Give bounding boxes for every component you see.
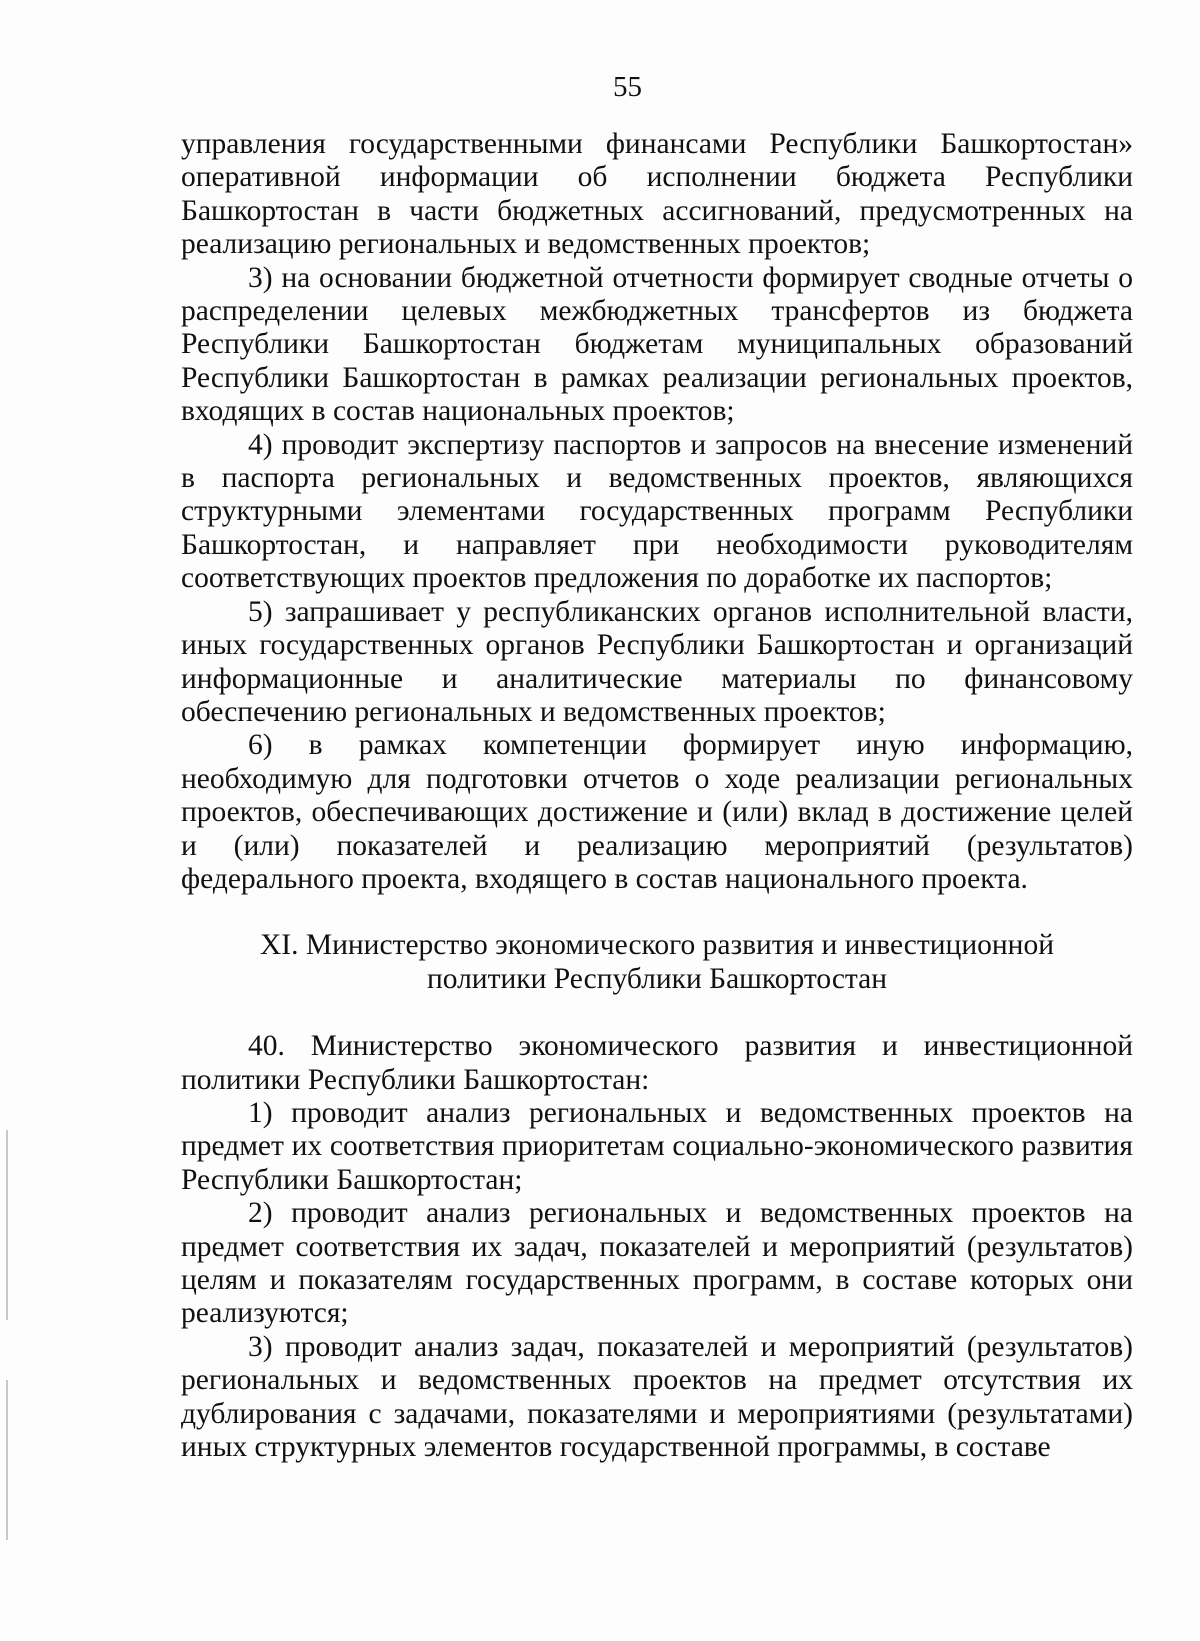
paragraph-budget-info: управления государственными финансами Республики Башкортостан» оперативной информации об исполнении бюджета Республики Башкортостан в части бюджетных ассигнований, предусмотренных на реализацию региональных и ведомственных проектов; <box>181 128 1133 261</box>
paragraph-item-3-reports: 3) на основании бюджетной отчетности формирует сводные отчеты о распределении целевых межбюджетных трансфертов из бюджета Республики Башкортостан бюджетам муниципальных образований Республики Башкортостан в рамках реализации региональных проектов, входящих в состав национальных проектов; <box>181 261 1133 428</box>
document-body <box>181 128 1133 1464</box>
section-heading-line-1: XI. Министерство экономического развития и инвестиционной <box>259 929 1054 962</box>
scan-edge-mark <box>6 1130 8 1320</box>
scan-edge-mark <box>6 1380 8 1540</box>
paragraph-clause-40-item-2: 2) проводит анализ региональных и ведомственных проектов на предмет соответствия их задач, показателей и мероприятий (результатов) целям и показателям государственных программ, в составе которых они реализуются; <box>181 1197 1133 1330</box>
page-number: 55 <box>613 71 642 103</box>
section-heading <box>181 929 1133 996</box>
paragraph-item-5-requests: 5) запрашивает у республиканских органов исполнительной власти, иных государственных органов Республики Башкортостан и организаций информационные и аналитические материалы по финансовому обеспечению региональных и ведомственных проектов; <box>181 595 1133 728</box>
paragraph-clause-40: 40. Министерство экономического развития и инвестиционной политики Республики Башкортостан: <box>181 1030 1133 1096</box>
section-heading-line-2: политики Республики Башкортостан <box>426 962 888 995</box>
paragraph-clause-40-item-3: 3) проводит анализ задач, показателей и мероприятий (результатов) региональных и ведомственных проектов на предмет отсутствия их дублирования с задачами, показателями и мероприятиями (результатами) иных структурных элементов государственной программы, в составе <box>181 1330 1133 1464</box>
paragraph-item-6-information: 6) в рамках компетенции формирует иную информацию, необходимую для подготовки отчетов о ходе реализации региональных проектов, обеспечивающих достижение и (или) вклад в достижение целей и (или) показателей и реализацию мероприятий (результатов) федерального проекта, входящего в состав национального проекта. <box>181 729 1133 895</box>
paragraph-clause-40-item-1: 1) проводит анализ региональных и ведомственных проектов на предмет их соответствия приоритетам социально-экономического развития Республики Башкортостан; <box>181 1096 1133 1196</box>
paragraph-item-4-expertise: 4) проводит экспертизу паспортов и запросов на внесение изменений в паспорта региональных и ведомственных проектов, являющихся структурными элементами государственных программ Республики Башкортостан, и направляет при необходимости руководителям соответствующих проектов предложения по доработке их паспортов; <box>181 428 1133 595</box>
